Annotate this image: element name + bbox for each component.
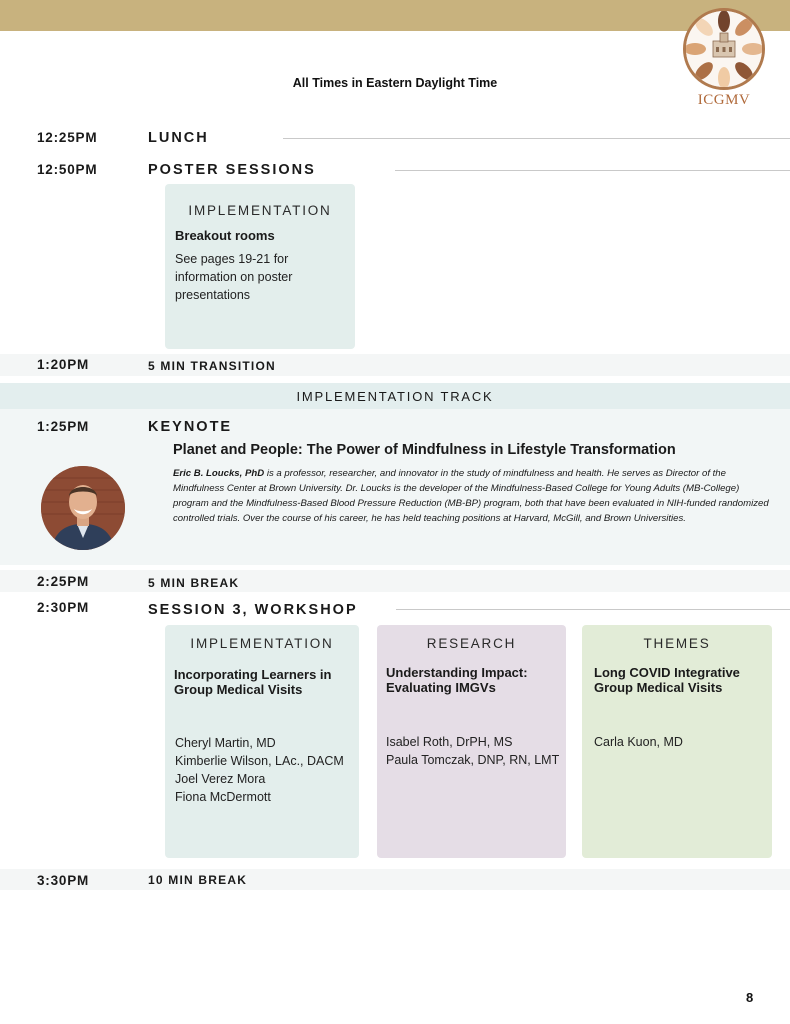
speaker-name: Isabel Roth, DrPH, MS (386, 735, 513, 749)
lunch-divider (283, 138, 790, 139)
card-label: THEMES (643, 636, 711, 651)
card-text-line: information on poster (175, 270, 293, 284)
time-zone-note: All Times in Eastern Daylight Time (292, 76, 498, 90)
card-label: RESEARCH (426, 636, 517, 651)
speaker-photo (41, 466, 125, 550)
session3-time: 2:30PM (37, 600, 90, 615)
speaker-name: Fiona McDermott (175, 790, 271, 804)
speaker-list (175, 734, 344, 806)
session3-divider (396, 609, 790, 610)
card-subtitle (174, 667, 331, 697)
speaker-list (594, 733, 683, 751)
poster-card-implementation (165, 184, 355, 349)
break2-time: 3:30PM (37, 873, 90, 888)
poster-divider (395, 170, 790, 171)
speaker-name: Carla Kuon, MD (594, 735, 683, 749)
card-text (175, 250, 292, 304)
speaker-name: Paula Tomczak, DNP, RN, LMT (386, 753, 560, 767)
header-bar (0, 0, 790, 31)
poster-time: 12:50PM (37, 162, 98, 177)
speaker-name: Cheryl Martin, MD (175, 736, 276, 750)
transition-time: 1:20PM (37, 357, 90, 372)
lunch-heading: LUNCH (148, 130, 209, 146)
logo-text: ICGMV (697, 92, 751, 108)
keynote-time: 1:25PM (37, 419, 90, 434)
card-subtitle-line: Long COVID Integrative (594, 665, 740, 680)
card-subtitle-line: Evaluating IMGVs (386, 680, 496, 695)
bio-text: is a professor, researcher, and innovator in the study of mindfulness and health. He serves as Director of the Mindfulness Center at Brown University. Dr. Loucks is the developer of the Mindfulness-Based College for Young Adults (MB-College) program and the Mindfulness-Based Blood Pressure Reduction (MB-BP) program, both that have been evaluated in NIH-funded randomized controlled trials. Over the course of his career, he has held teaching positions at Harvard, McGill, and Brown Universities. (173, 468, 769, 524)
break2-heading: 10 MIN BREAK (148, 873, 248, 887)
card-subtitle-line: Group Medical Visits (174, 682, 303, 697)
card-subtitle: Breakout rooms (175, 228, 275, 243)
track-label: IMPLEMENTATION TRACK (296, 389, 494, 404)
card-label: IMPLEMENTATION (188, 203, 332, 218)
break1-time: 2:25PM (37, 574, 90, 589)
transition-heading: 5 MIN TRANSITION (148, 359, 276, 373)
speaker-bio (173, 466, 773, 526)
speaker-name: Joel Verez Mora (175, 772, 266, 786)
icgmv-logo (683, 8, 765, 108)
page-number: 8 (746, 990, 754, 1005)
card-subtitle (386, 665, 528, 695)
speaker-name: Eric B. Loucks, PhD (173, 468, 265, 479)
card-text-line: presentations (175, 288, 251, 302)
poster-heading: POSTER SESSIONS (148, 162, 316, 178)
break1-heading: 5 MIN BREAK (148, 576, 240, 590)
card-label: IMPLEMENTATION (190, 636, 334, 651)
keynote-talk-title: Planet and People: The Power of Mindfulness in Lifestyle Transformation (173, 442, 676, 458)
card-subtitle-line: Incorporating Learners in (174, 667, 332, 682)
speaker-list (386, 733, 559, 769)
session3-heading: SESSION 3, WORKSHOP (148, 602, 358, 618)
workshop-card-themes (582, 625, 772, 858)
lunch-time: 12:25PM (37, 130, 98, 145)
speaker-name: Kimberlie Wilson, LAc., DACM (175, 754, 344, 768)
card-subtitle-line: Group Medical Visits (594, 680, 723, 695)
break-band-2 (0, 869, 790, 890)
keynote-heading: KEYNOTE (148, 419, 233, 435)
card-subtitle (594, 665, 740, 695)
transition-band (0, 354, 790, 376)
card-text-line: See pages 19-21 for (175, 252, 289, 266)
break-band-1 (0, 570, 790, 592)
card-subtitle-line: Understanding Impact: (386, 665, 528, 680)
workshop-card-implementation (165, 625, 359, 858)
track-band (0, 383, 790, 409)
workshop-card-research (377, 625, 566, 858)
